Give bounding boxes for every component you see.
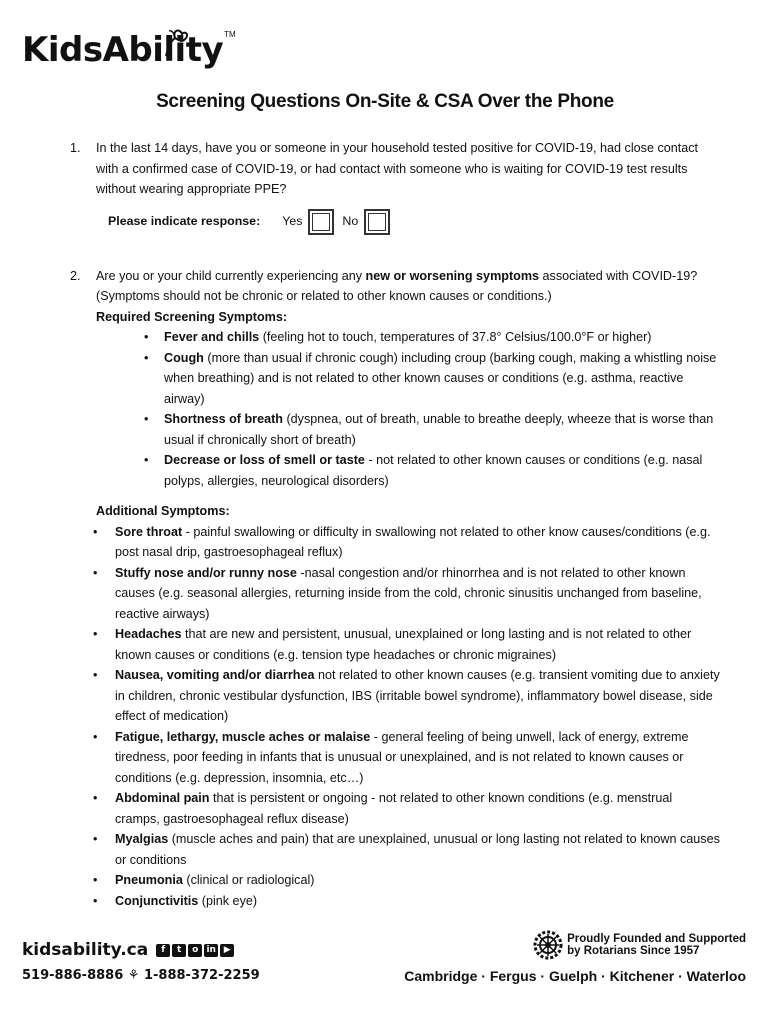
symptom-description: -nasal congestion and/or rhinorrhea and is not related to other known causes (e.g. seasonal allergies, returning inside from the cold, chronic sinusitis unchanged from baseline, reactive airways) bbox=[115, 565, 702, 621]
symptom-item bbox=[70, 829, 720, 870]
symptom-item bbox=[70, 624, 720, 665]
symptom-name: Headaches bbox=[115, 627, 182, 641]
response-label: Please indicate response: bbox=[108, 214, 261, 229]
question-number: 2. bbox=[70, 268, 81, 283]
symptom-item bbox=[70, 563, 720, 625]
symptom-description: that are new and persistent, unusual, unexplained or long lasting and is not related to other known causes or conditions (e.g. tension type headaches or chronic migraines) bbox=[115, 627, 692, 662]
symptom-description: not related to other known causes (e.g. transient vomiting due to anxiety in children, chronic vestibular dysfunction, IBS (irritable bowel syndrome), inflammatory bowel disease, side effect of medication) bbox=[115, 668, 720, 723]
symptom-description: - general feeling of being unwell, lack of energy, extreme tiredness, poor feeding in infants that is unusual or unexplained, and is not related to known causes or conditions (e.g. depression, insomnia, etc…) bbox=[115, 729, 689, 785]
questions bbox=[70, 138, 720, 911]
additional-heading: Additional Symptoms: bbox=[96, 504, 230, 518]
symptom-description: (clinical or radiological) bbox=[182, 873, 315, 887]
symptom-item bbox=[96, 327, 720, 348]
kidsability-logo bbox=[22, 30, 236, 70]
yes-checkbox[interactable] bbox=[308, 209, 334, 235]
rotary-line-1: Proudly Founded and Supported bbox=[567, 933, 746, 945]
symptom-item bbox=[96, 409, 720, 450]
symptom-description: (more than usual if chronic cough) including croup (barking cough, making a whistling noise when breathing) and is not related to other known causes or conditions (e.g. asthma, reactive airway) bbox=[164, 350, 717, 406]
social-icons bbox=[156, 944, 234, 957]
locations: Cambridge · Fergus · Guelph · Kitchener · Waterloo bbox=[404, 968, 746, 984]
symptom-item bbox=[70, 522, 720, 563]
bullet: • bbox=[93, 832, 98, 846]
rotary-wheel-icon bbox=[533, 930, 563, 960]
footer-contact bbox=[22, 940, 260, 983]
symptom-name: Myalgias bbox=[115, 832, 169, 846]
question-number: 1. bbox=[70, 141, 81, 155]
bullet: • bbox=[93, 791, 98, 805]
yes-label: Yes bbox=[282, 214, 303, 229]
butterfly-icon bbox=[162, 28, 190, 58]
bullet: • bbox=[144, 330, 149, 344]
symptom-name: Pneumonia bbox=[115, 873, 183, 887]
youtube-icon[interactable]: ▶ bbox=[220, 944, 234, 957]
question-text: In the last 14 days, have you or someone in your household tested positive for COVID-19, had close contact with a confirmed case of COVID-19, or had contact with someone who is waiting for COVID-19 test results without wearing appropriate PPE? bbox=[96, 141, 699, 196]
question-text: Are you or your child currently experiencing any new or worsening symptoms associated with COVID-19? (Symptoms should not be chronic or related to other known causes or conditions.) bbox=[96, 268, 698, 303]
symptom-description: (muscle aches and pain) that are unexplained, unusual or long lasting not related to known causes or conditions bbox=[115, 832, 720, 867]
website-link[interactable]: kidsability.ca bbox=[22, 940, 149, 960]
bullet: • bbox=[93, 668, 98, 682]
symptom-name: Conjunctivitis bbox=[115, 893, 199, 908]
brand-name: KidsAbility bbox=[22, 30, 224, 70]
symptom-item bbox=[70, 727, 720, 789]
symptom-description: - not related to other known causes or conditions (e.g. nasal polyps, allergies, neurological disorders) bbox=[164, 453, 703, 488]
bullet: • bbox=[144, 412, 149, 426]
bullet: • bbox=[144, 453, 149, 467]
symptom-name: Sore throat bbox=[115, 524, 183, 539]
question-2 bbox=[70, 266, 720, 492]
symptom-description: (feeling hot to touch, temperatures of 37.8° Celsius/100.0°F or higher) bbox=[259, 330, 652, 344]
symptom-item bbox=[70, 665, 720, 727]
trademark: TM bbox=[224, 30, 236, 39]
phone-toll-free: 1-888-372-2259 bbox=[143, 968, 260, 983]
symptom-item bbox=[70, 788, 720, 829]
page-title: Screening Questions On-Site & CSA Over the Phone bbox=[156, 91, 614, 112]
symptom-name: Fever and chills bbox=[164, 330, 260, 344]
facebook-icon[interactable]: f bbox=[156, 944, 170, 957]
symptom-name: Shortness of breath bbox=[164, 412, 283, 426]
additional-symptoms-list bbox=[70, 522, 720, 912]
bullet: • bbox=[93, 873, 98, 887]
bullet: • bbox=[93, 893, 98, 908]
symptom-name: Stuffy nose and/or runny nose bbox=[115, 565, 297, 580]
rotary-line-2: by Rotarians Since 1957 bbox=[567, 945, 700, 957]
bullet: • bbox=[93, 524, 98, 539]
linkedin-icon[interactable]: in bbox=[204, 944, 218, 957]
symptom-description: (pink eye) bbox=[198, 893, 258, 908]
symptom-item bbox=[70, 870, 720, 891]
symptom-name: Nausea, vomiting and/or diarrhea bbox=[115, 668, 315, 682]
instagram-icon[interactable]: o bbox=[188, 944, 202, 957]
symptom-name: Fatigue, lethargy, muscle aches or malaise bbox=[115, 729, 371, 744]
butterfly-icon: ⚘ bbox=[127, 968, 140, 983]
response-row bbox=[108, 209, 720, 235]
no-checkbox[interactable] bbox=[364, 209, 390, 235]
symptom-item bbox=[96, 348, 720, 410]
phone-local: 519-886-8886 bbox=[22, 968, 124, 983]
bullet: • bbox=[144, 350, 149, 365]
no-label: No bbox=[342, 214, 359, 229]
symptom-description: that is persistent or ongoing - not related to other known conditions (e.g. menstrual cramps, gastroesophageal reflux disease) bbox=[115, 791, 673, 826]
bullet: • bbox=[93, 565, 98, 580]
required-heading: Required Screening Symptoms: bbox=[96, 309, 288, 324]
symptom-item bbox=[96, 450, 720, 491]
symptom-description: - painful swallowing or difficulty in swallowing not related to other know causes/conditions (e.g. post nasal drip, gastroesophageal reflux) bbox=[115, 524, 711, 559]
footer-rotary bbox=[404, 930, 746, 984]
symptom-description: (dyspnea, out of breath, unable to breathe deeply, wheeze that is worse than usual if chronically short of breath) bbox=[164, 412, 714, 447]
twitter-icon[interactable]: t bbox=[172, 944, 186, 957]
question-1 bbox=[70, 138, 720, 235]
symptom-item bbox=[70, 891, 720, 912]
bullet: • bbox=[93, 627, 98, 641]
bullet: • bbox=[93, 729, 98, 744]
symptom-name: Abdominal pain bbox=[115, 791, 210, 805]
required-symptoms-list bbox=[96, 327, 720, 491]
symptom-name: Cough bbox=[164, 350, 204, 365]
additional-section bbox=[70, 501, 720, 911]
symptom-name: Decrease or loss of smell or taste bbox=[164, 453, 365, 467]
